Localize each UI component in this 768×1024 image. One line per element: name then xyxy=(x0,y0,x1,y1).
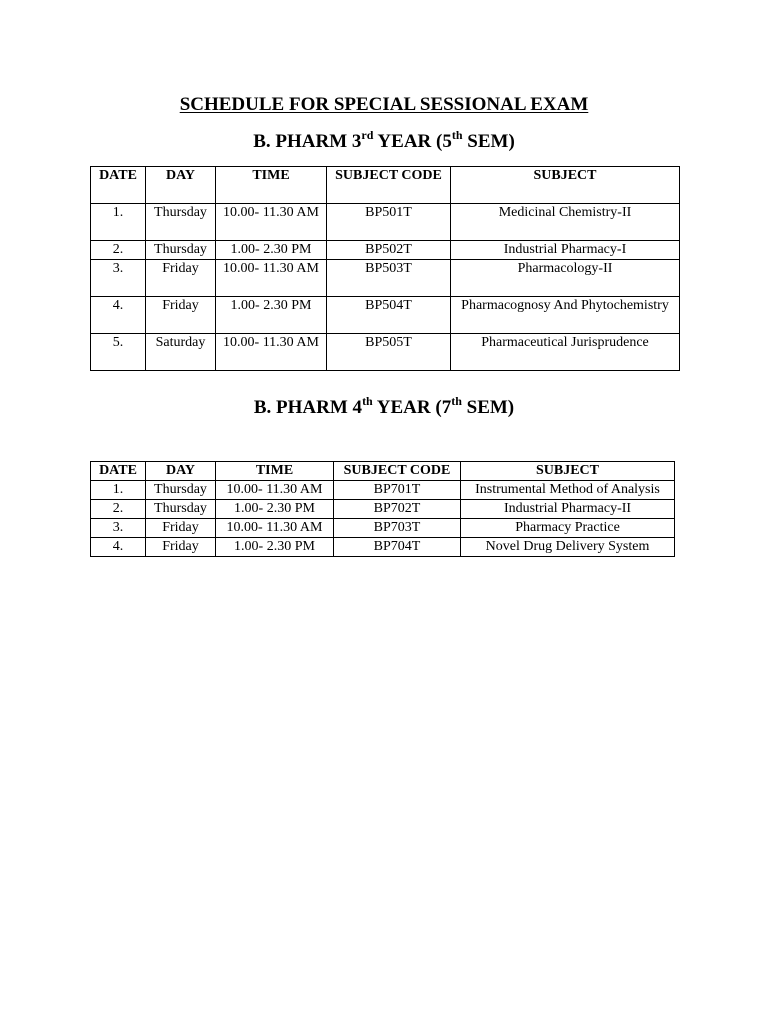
cell-subject: Industrial Pharmacy-II xyxy=(461,500,675,519)
cell-day: Friday xyxy=(146,519,216,538)
table-row xyxy=(91,334,680,371)
cell-date: 3. xyxy=(91,260,146,297)
table-row xyxy=(91,538,675,557)
table-row xyxy=(91,241,680,260)
column-header-day: DAY xyxy=(146,462,216,481)
cell-day: Saturday xyxy=(146,334,216,371)
heading-sem-superscript: th xyxy=(451,127,463,142)
cell-date: 5. xyxy=(91,334,146,371)
cell-time: 10.00- 11.30 AM xyxy=(216,481,334,500)
table-row xyxy=(91,297,680,334)
cell-time: 10.00- 11.30 AM xyxy=(216,519,334,538)
cell-date: 4. xyxy=(91,538,146,557)
heading-prefix: B. PHARM 3 xyxy=(253,131,362,152)
cell-day: Friday xyxy=(146,260,216,297)
table-row xyxy=(91,204,680,241)
cell-date: 1. xyxy=(91,204,146,241)
cell-subject-code: BP702T xyxy=(334,500,461,519)
cell-time: 10.00- 11.30 AM xyxy=(216,334,327,371)
cell-date: 1. xyxy=(91,481,146,500)
section-heading-4th-year xyxy=(0,393,768,419)
cell-subject-code: BP503T xyxy=(327,260,451,297)
column-header-time: TIME xyxy=(216,462,334,481)
cell-date: 2. xyxy=(91,241,146,260)
column-header-subject-code: SUBJECT CODE xyxy=(334,462,461,481)
table-header-row xyxy=(91,462,675,481)
heading-suffix: SEM) xyxy=(462,131,515,152)
section-heading-3rd-year xyxy=(0,127,768,153)
cell-day: Thursday xyxy=(146,481,216,500)
cell-time: 10.00- 11.30 AM xyxy=(216,204,327,241)
cell-subject: Instrumental Method of Analysis xyxy=(461,481,675,500)
cell-subject: Pharmacy Practice xyxy=(461,519,675,538)
cell-subject: Pharmacology-II xyxy=(451,260,680,297)
cell-day: Friday xyxy=(146,538,216,557)
cell-subject-code: BP505T xyxy=(327,334,451,371)
cell-subject: Pharmacognosy And Phytochemistry xyxy=(451,297,680,334)
heading-prefix: B. PHARM 4 xyxy=(253,397,363,418)
document-title xyxy=(0,94,768,116)
cell-subject: Novel Drug Delivery System xyxy=(461,538,675,557)
column-header-subject-code: SUBJECT CODE xyxy=(327,167,451,204)
table-row xyxy=(91,481,675,500)
cell-subject-code: BP703T xyxy=(334,519,461,538)
cell-subject-code: BP501T xyxy=(327,204,451,241)
heading-suffix: SEM) xyxy=(461,397,515,418)
column-header-time: TIME xyxy=(216,167,327,204)
document-title-text: SCHEDULE FOR SPECIAL SESSIONAL EXAM xyxy=(179,94,589,115)
heading-mid: YEAR (5 xyxy=(373,131,452,152)
cell-subject: Pharmaceutical Jurisprudence xyxy=(451,334,680,371)
table-row xyxy=(91,519,675,538)
table-row xyxy=(91,260,680,297)
heading-mid: YEAR (7 xyxy=(372,397,452,418)
cell-time: 1.00- 2.30 PM xyxy=(216,241,327,260)
cell-subject: Industrial Pharmacy-I xyxy=(451,241,680,260)
heading-year-superscript: th xyxy=(362,393,373,408)
cell-time: 1.00- 2.30 PM xyxy=(216,538,334,557)
cell-day: Thursday xyxy=(146,204,216,241)
cell-subject-code: BP504T xyxy=(327,297,451,334)
table-row xyxy=(91,500,675,519)
cell-subject-code: BP502T xyxy=(327,241,451,260)
column-header-date: DATE xyxy=(91,167,146,204)
schedule-table-3rd-year xyxy=(90,166,680,371)
column-header-date: DATE xyxy=(91,462,146,481)
heading-year-superscript: rd xyxy=(361,127,374,142)
column-header-day: DAY xyxy=(146,167,216,204)
cell-time: 1.00- 2.30 PM xyxy=(216,297,327,334)
cell-subject-code: BP704T xyxy=(334,538,461,557)
table-header-row xyxy=(91,167,680,204)
heading-sem-superscript: th xyxy=(451,393,462,408)
cell-date: 3. xyxy=(91,519,146,538)
cell-subject: Medicinal Chemistry-II xyxy=(451,204,680,241)
cell-day: Friday xyxy=(146,297,216,334)
cell-day: Thursday xyxy=(146,241,216,260)
cell-date: 2. xyxy=(91,500,146,519)
cell-day: Thursday xyxy=(146,500,216,519)
column-header-subject: SUBJECT xyxy=(461,462,675,481)
cell-time: 10.00- 11.30 AM xyxy=(216,260,327,297)
cell-time: 1.00- 2.30 PM xyxy=(216,500,334,519)
cell-date: 4. xyxy=(91,297,146,334)
column-header-subject: SUBJECT xyxy=(451,167,680,204)
schedule-table-4th-year xyxy=(90,461,675,557)
cell-subject-code: BP701T xyxy=(334,481,461,500)
